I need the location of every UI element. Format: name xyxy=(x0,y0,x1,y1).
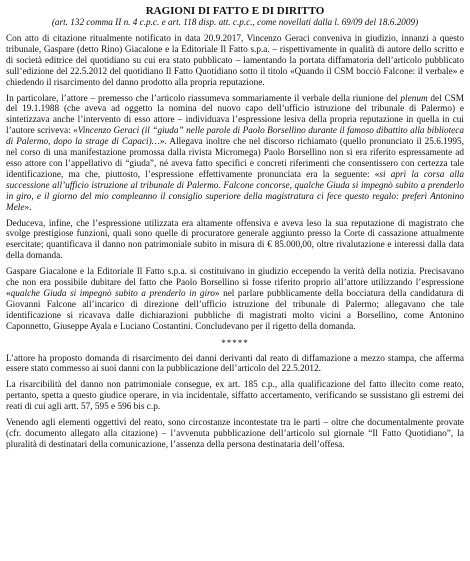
claim-text-3: ». Allegava inoltre che nel discorso richiamato (quello pronunciato il 25.6.1995, nel corso di una manifestazione promossa dalla rivista Micromega) Paolo Borsellino non si era riferito espressamente ad esso attore con l’appellativo di “giuda”, né aveva fatto specifici e concreti riferimenti che consentissero con certezza tale identificazione, ma che, piuttosto, l’espressione effettivamente pronunciata era la seguente: « xyxy=(6,137,464,180)
section-subtitle: (art. 132 comma II n. 4 c.p.c. e art. 118 disp. att. c.p.c., come novellati dalla l. 69/09 del 18.6.2009) xyxy=(51,17,419,27)
paragraph-citation: Con atto di citazione ritualmente notificato in data 20.9.2017, Vincenzo Geraci conveniva in giudizio, innanzi a questo tribunale, Gaspare (detto Rino) Giacalone e la Editoriale Il Fatto s.p.a. – rispettivamente in qualità di autore dello scritto e di società editrice del quotidiano su cui era stato pubblicato – lamentando la portata diffamatoria dell’articolo pubblicato sull’edizione del 22.5.2012 del quotidiano Il Fatto Quotidiano sotto il titolo «Quando il CSM bocciò Falcone: il verbale» e chiedendo il risarcimento del danno prodotto alla propria reputazione. xyxy=(6,34,464,88)
paragraph-defense xyxy=(6,267,464,332)
claim-quote-1: Vincenzo Geraci (il “giuda” nelle parole di Paolo Borsellino durante il famoso dibattito alla biblioteca di Palermo, dopo la strage di Capaci)… xyxy=(6,126,464,148)
paragraph-claim-summary: L’attore ha proposto domanda di risarcimento dei danni derivanti dal reato di diffamazione a mezzo stampa, che afferma essere stato commesso ai suoi danni con la pubblicazione dell’articolo del 22.5.2012. xyxy=(6,353,464,375)
defense-text-2: » nel parlare pubblicamente della bocciatura della candidatura di Giovanni Falcone all’incarico di direzione dell’ufficio istruzione del tribunale di Palermo; allegavano che tale identificazione si ricavava dalle dichiarazioni pubbliche di magistrati molto vicini a Borsellino, come Antonino Caponnetto, Giuseppe Ayala e Luciano Costantini. Concludevano per il rigetto della domanda. xyxy=(6,288,464,332)
claim-text-4: ». xyxy=(24,202,32,213)
claim-quote-2: si aprì la corsa alla successione all’ufficio istruzione al tribunale di Palermo. Falcone concorse, qualche Giuda si impegnò subito a prenderlo in giro, e il giorno del mio compleanno il consiglio superiore della magistratura ci fece questo regalo: preferì Antonino Mele xyxy=(6,169,464,213)
section-title: RAGIONI DI FATTO E DI DIRITTO xyxy=(145,5,325,17)
claim-italic-plenum: plenum xyxy=(400,93,428,104)
section-separator: ***** xyxy=(221,337,249,348)
claim-text-2: del CSM del 19.1.1988 (che aveva ad oggetto la nomina del nuovo capo dell’ufficio istruzione del tribunale di Palermo) e sintetizzava anche l’intervento di esso attore – individuava l’espressione lesiva della propria reputazione in quella in cui l’autore scriveva: « xyxy=(6,93,465,137)
claim-text-1: In particolare, l’attore – premesso che l’articolo riassumeva sommariamente il verbale della riunione del xyxy=(6,93,401,104)
defense-text-1: Gaspare Giacalone e la Editoriale Il Fatto s.p.a. si costituivano in giudizio eccependo la verità della notizia. Precisavano che non era possibile dubitare del fatto che Paolo Borsellino si fosse riferito proprio all’attore utilizzando l’espressione « xyxy=(6,267,464,299)
paragraph-damages: Deduceva, infine, che l’espressione utilizzata era altamente offensiva e aveva leso la sua reputazione di magistrato che svolge prestigiose funzioni, quali sono quelle di procuratore generale aggiunto presso la Corte di cassazione attualmente esercitate; quantificava il danno non patrimoniale subito in misura di € 85.000,00, oltre rivalutazione e interessi dalla data della domanda. xyxy=(6,218,464,262)
paragraph-objective-elements: Venendo agli elementi oggettivi del reato, sono circostanze incontestate tra le parti – oltre che documentalmente provate (cfr. documento allegato alla citazione) – l’avvenuta pubblicazione dell’articolo sul giornale “Il Fatto Quotidiano”, la pluralità di destinatari della comunicazione, l’assenza della persona destinataria dell’offesa. xyxy=(6,418,464,450)
paragraph-claim xyxy=(6,94,464,214)
defense-quote: qualche Giuda si impegnò subito a prenderlo in giro xyxy=(10,288,215,299)
paragraph-compensability: La risarcibilità del danno non patrimoniale consegue, ex art. 185 c.p., alla qualificazione del fatto illecito come reato, pertanto, spetta a questo giudice operare, in via incidentale, siffatto accertamento, verificando se sussistano gli estremi dei reati di cui agli artt. 57, 595 e 596 bis c.p. xyxy=(6,380,464,413)
